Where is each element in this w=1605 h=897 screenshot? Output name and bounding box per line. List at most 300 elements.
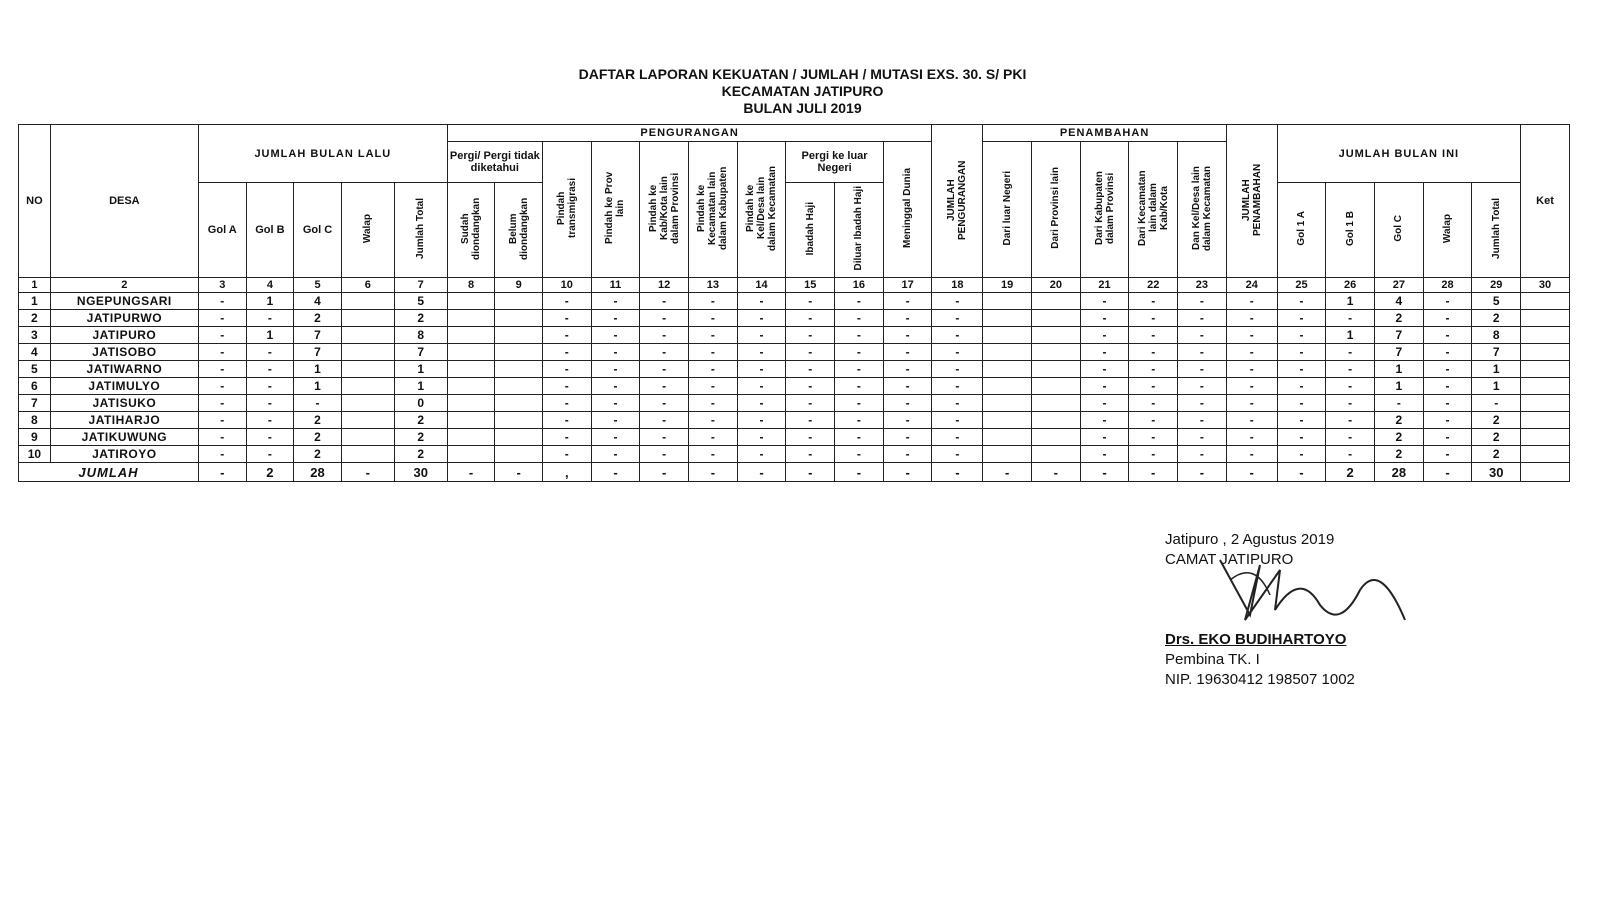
table-cell: - [591,310,640,327]
table-cell: - [542,327,591,344]
table-cell: - [1326,378,1375,395]
total-cell: 2 [246,463,294,482]
table-cell: - [198,361,246,378]
table-cell [1521,412,1570,429]
table-cell: - [198,395,246,412]
table-cell [983,327,1032,344]
table-cell: - [542,446,591,463]
table-cell [1031,378,1080,395]
table-cell: - [591,378,640,395]
table-cell: - [786,446,835,463]
table-cell: - [246,378,294,395]
official-name: Drs. EKO BUDIHARTOYO [1165,631,1347,648]
table-row [19,412,1570,429]
table-cell: - [246,361,294,378]
column-number: 30 [1521,278,1570,293]
table-cell: - [1277,429,1326,446]
table-cell: - [542,378,591,395]
table-cell: 4 [294,293,342,310]
total-cell: - [1423,463,1472,482]
table-cell: - [883,293,932,310]
column-number: 5 [294,278,342,293]
table-cell: - [932,412,983,429]
row-number: 8 [19,412,51,429]
table-cell: - [246,395,294,412]
table-cell: - [737,395,786,412]
official-rank: Pembina TK. I [1165,651,1260,668]
table-cell: - [640,412,689,429]
table-cell: - [1277,395,1326,412]
table-cell: - [689,344,738,361]
table-cell: - [1326,310,1375,327]
table-cell: - [246,429,294,446]
table-cell: - [1423,344,1472,361]
table-cell: - [542,310,591,327]
total-cell: - [1129,463,1178,482]
header-desa: DESA [50,125,198,278]
column-number: 11 [591,278,640,293]
table-cell: - [198,446,246,463]
table-cell [341,327,394,344]
table-cell: 1 [394,361,447,378]
header-c27: Gol C [1374,183,1423,278]
table-cell [447,429,495,446]
place-date: Jatipuro , 2 Agustus 2019 [1165,531,1335,548]
table-cell: - [737,429,786,446]
total-row [19,463,1570,482]
table-cell: 1 [1374,378,1423,395]
total-cell: 30 [1472,463,1521,482]
table-cell: 2 [1472,310,1521,327]
header-no: NO [19,125,51,278]
total-cell: - [983,463,1032,482]
header-c4: Gol B [246,183,294,278]
table-cell: 1 [246,293,294,310]
table-cell: - [591,429,640,446]
table-cell: - [1080,395,1129,412]
table-cell [447,310,495,327]
table-cell [341,412,394,429]
table-cell: - [932,429,983,446]
table-cell: - [786,429,835,446]
column-number: 18 [932,278,983,293]
header-c11: Pindah ke Prov lain [591,142,640,278]
header-c3: Gol A [198,183,246,278]
table-cell: - [640,429,689,446]
table-cell: - [883,429,932,446]
table-cell: - [1129,310,1178,327]
table-cell [341,395,394,412]
total-cell: - [835,463,884,482]
column-number: 27 [1374,278,1423,293]
signature-scribble-icon [1200,550,1420,630]
table-cell [1521,327,1570,344]
table-cell: - [689,310,738,327]
column-number: 10 [542,278,591,293]
table-row [19,310,1570,327]
village-name: JATIPURWO [50,310,198,327]
village-name: JATIHARJO [50,412,198,429]
table-cell: - [591,412,640,429]
table-cell: - [1226,310,1277,327]
header-c20: Dari Provinsi lain [1031,142,1080,278]
table-cell [983,344,1032,361]
table-cell [341,310,394,327]
table-cell: 2 [1374,429,1423,446]
table-cell: 1 [294,378,342,395]
table-cell: - [1277,293,1326,310]
table-cell: - [640,395,689,412]
table-row [19,293,1570,310]
total-cell: - [737,463,786,482]
total-cell: - [495,463,543,482]
table-cell: - [1472,395,1521,412]
table-cell: - [591,344,640,361]
table-cell: - [1423,429,1472,446]
table-cell: - [1226,344,1277,361]
total-cell: , [542,463,591,482]
table-cell: - [1423,412,1472,429]
row-number: 9 [19,429,51,446]
table-cell: - [737,327,786,344]
table-cell: - [1326,429,1375,446]
table-cell: - [246,446,294,463]
table-cell: - [1178,429,1227,446]
table-cell [1031,293,1080,310]
table-cell: - [198,310,246,327]
table-cell [495,446,543,463]
title-line-2: KECAMATAN JATIPURO [721,83,884,99]
table-cell: - [640,446,689,463]
table-cell: - [883,412,932,429]
table-cell [495,412,543,429]
table-cell: 1 [394,378,447,395]
table-cell: - [786,378,835,395]
table-cell: - [542,429,591,446]
column-number-row [19,278,1570,293]
table-cell: - [1129,446,1178,463]
table-cell [1031,310,1080,327]
table-cell: - [640,327,689,344]
total-cell [1521,463,1570,482]
village-name: JATISOBO [50,344,198,361]
table-cell [447,412,495,429]
header-c8: Sudah diondangkan [447,183,495,278]
header-c26: Gol 1 B [1326,183,1375,278]
header-c28: Walap [1423,183,1472,278]
table-cell: - [1423,310,1472,327]
table-cell: 2 [1374,446,1423,463]
table-cell [495,344,543,361]
row-number: 6 [19,378,51,395]
table-cell: - [689,361,738,378]
table-cell [983,429,1032,446]
table-cell: 2 [1472,446,1521,463]
table-cell: 2 [294,412,342,429]
column-number: 12 [640,278,689,293]
total-cell: - [447,463,495,482]
table-cell: - [1423,378,1472,395]
table-cell: - [689,446,738,463]
table-cell: - [591,361,640,378]
column-number: 3 [198,278,246,293]
table-cell: - [1277,412,1326,429]
table-cell: - [1129,395,1178,412]
table-cell: - [1423,446,1472,463]
table-cell: - [591,446,640,463]
table-cell: - [1277,327,1326,344]
table-cell: - [1326,446,1375,463]
table-cell: - [246,344,294,361]
table-cell [341,361,394,378]
table-row [19,395,1570,412]
table-cell: - [835,361,884,378]
table-cell: - [932,327,983,344]
column-number: 13 [689,278,738,293]
table-row [19,344,1570,361]
header-c18: JUMLAH PENGURANGAN [932,125,983,278]
table-cell: - [932,344,983,361]
table-cell: - [932,395,983,412]
signature-block [1165,530,1355,690]
table-cell: - [835,395,884,412]
village-name: JATIWARNO [50,361,198,378]
table-cell: - [1129,361,1178,378]
table-cell: - [883,378,932,395]
report-table [18,124,1570,482]
table-cell [1521,310,1570,327]
table-cell: 2 [394,412,447,429]
table-cell: - [1129,412,1178,429]
table-cell: - [737,412,786,429]
total-cell: 2 [1326,463,1375,482]
table-cell: - [835,378,884,395]
village-name: JATIKUWUNG [50,429,198,446]
table-cell: 5 [1472,293,1521,310]
table-cell: - [1080,378,1129,395]
table-cell: - [640,310,689,327]
column-number: 17 [883,278,932,293]
row-number: 5 [19,361,51,378]
table-cell [447,293,495,310]
table-cell [1521,429,1570,446]
table-cell [1031,327,1080,344]
table-cell: - [542,361,591,378]
table-cell: - [542,395,591,412]
header-c24: JUMLAH PENAMBAHAN [1226,125,1277,278]
table-cell: - [198,412,246,429]
table-cell: - [883,446,932,463]
table-cell: - [1178,310,1227,327]
total-cell: - [786,463,835,482]
table-cell: - [786,327,835,344]
table-row [19,429,1570,446]
table-cell: - [1226,395,1277,412]
table-cell: - [1326,412,1375,429]
column-number: 2 [50,278,198,293]
table-cell: 7 [1374,327,1423,344]
table-cell [341,429,394,446]
table-cell: - [1226,446,1277,463]
table-cell: 7 [294,327,342,344]
total-label: JUMLAH [19,463,199,482]
table-cell [447,378,495,395]
table-cell: - [1178,344,1227,361]
column-number: 21 [1080,278,1129,293]
header-c16: Diluar Ibadah Haji [835,183,884,278]
table-cell: - [689,293,738,310]
village-name: JATIROYO [50,446,198,463]
report-title [0,66,1605,117]
total-cell: - [689,463,738,482]
table-cell: - [542,412,591,429]
table-cell: - [737,446,786,463]
table-cell [983,310,1032,327]
table-cell: - [689,395,738,412]
table-cell [983,395,1032,412]
table-cell: - [689,412,738,429]
table-cell [983,293,1032,310]
table-cell: 1 [246,327,294,344]
table-cell: - [1226,361,1277,378]
table-cell [983,361,1032,378]
table-cell: - [932,378,983,395]
table-cell: 5 [394,293,447,310]
total-cell: - [1277,463,1326,482]
table-cell [1521,446,1570,463]
table-cell: - [1129,344,1178,361]
table-cell: - [932,310,983,327]
table-cell: - [591,395,640,412]
table-cell: - [1080,293,1129,310]
table-cell: - [1129,327,1178,344]
table-cell: - [542,344,591,361]
table-cell: 1 [294,361,342,378]
header-c22: Dari Kecamatan lain dalam Kab/Kota [1129,142,1178,278]
table-cell: - [689,429,738,446]
header-c29: Jumlah Total [1472,183,1521,278]
table-cell: - [1178,327,1227,344]
table-cell: - [1326,344,1375,361]
header-c7: Jumlah Total [394,183,447,278]
table-row [19,446,1570,463]
table-cell: - [883,310,932,327]
sub-luar-negeri: Pergi ke luar Negeri [786,142,883,183]
table-cell: - [883,344,932,361]
total-cell: - [883,463,932,482]
table-cell: - [1277,446,1326,463]
table-cell: - [737,361,786,378]
table-cell: - [786,293,835,310]
row-number: 2 [19,310,51,327]
row-number: 4 [19,344,51,361]
table-cell [447,446,495,463]
column-number: 8 [447,278,495,293]
table-cell [1521,293,1570,310]
table-cell: - [835,310,884,327]
office-title: CAMAT JATIPURO [1165,551,1294,568]
table-cell [1521,395,1570,412]
header-c14: Pindah ke Kel/Desa lain dalam Kecamatan [737,142,786,278]
table-cell: - [640,344,689,361]
table-cell: - [1178,412,1227,429]
column-number: 22 [1129,278,1178,293]
table-cell: 0 [394,395,447,412]
column-number: 9 [495,278,543,293]
table-cell: - [786,412,835,429]
table-cell: - [786,344,835,361]
table-cell: 7 [294,344,342,361]
table-cell: - [1423,361,1472,378]
table-cell: 2 [1374,412,1423,429]
table-cell [341,378,394,395]
table-row [19,327,1570,344]
table-cell [983,412,1032,429]
column-number: 24 [1226,278,1277,293]
table-cell: - [198,293,246,310]
column-number: 16 [835,278,884,293]
table-cell: 2 [1472,412,1521,429]
table-cell: - [689,378,738,395]
table-cell: - [932,361,983,378]
row-number: 3 [19,327,51,344]
row-number: 1 [19,293,51,310]
total-cell: - [591,463,640,482]
table-cell [1521,378,1570,395]
table-cell: - [1423,327,1472,344]
table-cell: 7 [1374,344,1423,361]
table-row [19,361,1570,378]
table-cell: - [1080,361,1129,378]
table-cell: - [786,361,835,378]
table-cell: 2 [1374,310,1423,327]
table-cell: - [198,429,246,446]
table-cell [447,361,495,378]
column-number: 14 [737,278,786,293]
table-cell: 1 [1326,327,1375,344]
table-cell: - [1080,327,1129,344]
table-body [19,293,1570,482]
title-line-3: BULAN JULI 2019 [743,100,862,116]
table-cell: - [1178,395,1227,412]
table-cell: - [1129,293,1178,310]
table-cell: 1 [1472,361,1521,378]
group-bulan-ini: JUMLAH BULAN INI [1277,125,1520,183]
table-cell: - [1080,310,1129,327]
table-cell: - [1226,293,1277,310]
table-cell: - [591,293,640,310]
table-cell: 8 [1472,327,1521,344]
table-cell [495,378,543,395]
table-cell: - [835,412,884,429]
table-cell: - [1226,327,1277,344]
table-cell: - [737,310,786,327]
column-number: 4 [246,278,294,293]
table-cell: 2 [1472,429,1521,446]
table-cell [1031,412,1080,429]
table-cell: - [1423,395,1472,412]
table-cell: - [689,327,738,344]
title-line-1: DAFTAR LAPORAN KEKUATAN / JUMLAH / MUTASI EXS. 30. S/ PKI [578,66,1027,82]
total-cell: - [198,463,246,482]
table-cell: - [1178,293,1227,310]
table-cell: - [835,293,884,310]
total-cell: 30 [394,463,447,482]
table-cell: 7 [394,344,447,361]
table-cell: - [835,344,884,361]
header-c6: Walap [341,183,394,278]
table-cell: 1 [1472,378,1521,395]
